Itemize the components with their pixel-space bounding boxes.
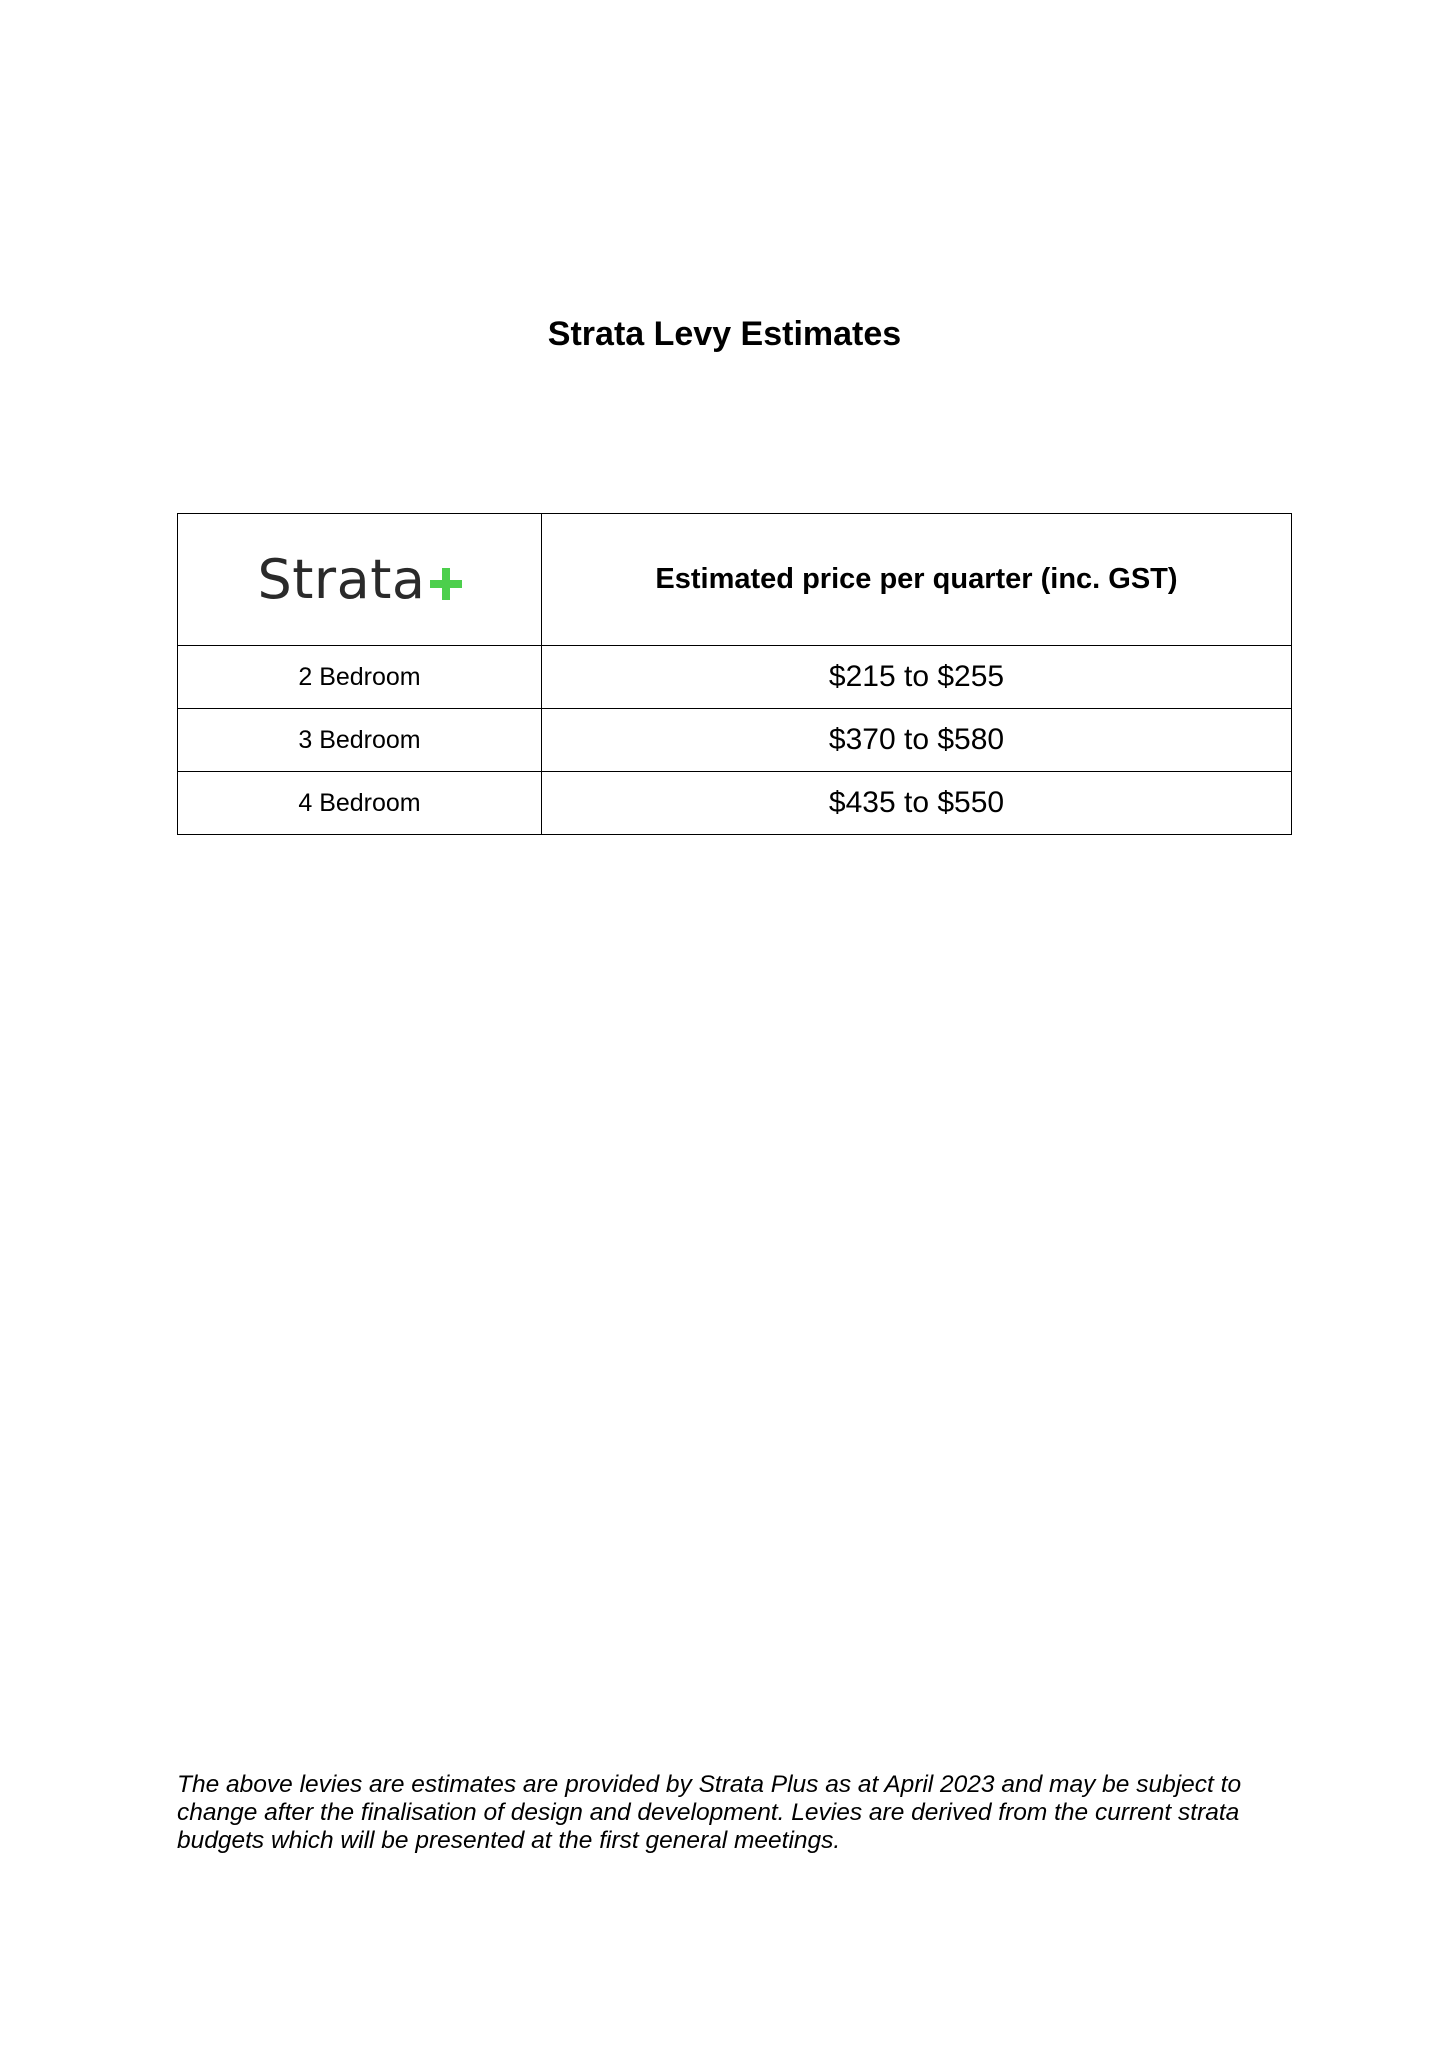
price-range: $435 to $550 — [542, 772, 1292, 835]
table-header-row — [178, 514, 1292, 646]
price-range: $370 to $580 — [542, 709, 1292, 772]
disclaimer-line: budgets which will be presented at the first general meetings. — [177, 1827, 841, 1854]
disclaimer-line: The above levies are estimates are provided by Strata Plus as at April 2023 and may be subject to — [177, 1771, 1242, 1798]
levy-table — [177, 513, 1292, 835]
table-row — [178, 772, 1292, 835]
logo-word: Strata — [257, 547, 426, 611]
price-header: Estimated price per quarter (inc. GST) — [542, 514, 1292, 646]
price-range: $215 to $255 — [542, 646, 1292, 709]
plus-icon — [430, 568, 462, 600]
page-title: Strata Levy Estimates — [547, 315, 902, 353]
bedroom-type: 4 Bedroom — [178, 772, 542, 835]
logo-cell — [178, 514, 542, 646]
bedroom-type: 2 Bedroom — [178, 646, 542, 709]
disclaimer-line: change after the finalisation of design and development. Levies are derived from the current strata — [177, 1799, 1240, 1826]
table-row — [178, 709, 1292, 772]
table-row — [178, 646, 1292, 709]
bedroom-type: 3 Bedroom — [178, 709, 542, 772]
strata-plus-logo — [257, 547, 461, 611]
disclaimer — [177, 1771, 1317, 1855]
